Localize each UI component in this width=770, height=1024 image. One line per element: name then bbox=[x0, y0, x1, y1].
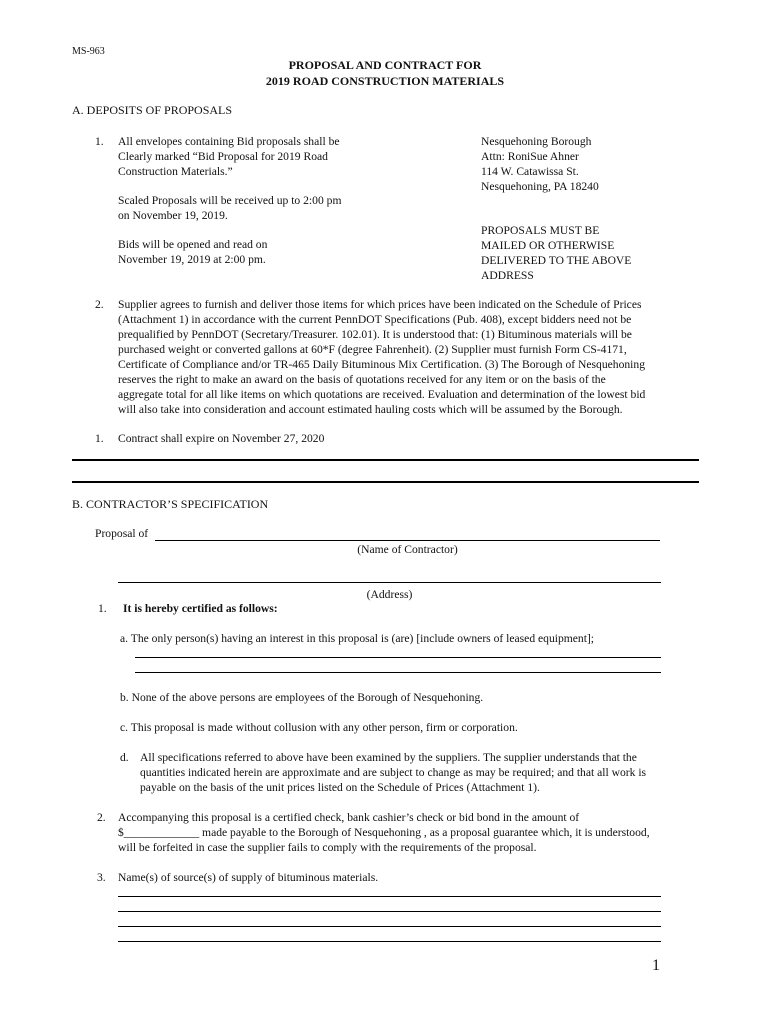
a-opened-line: Bids will be opened and read on bbox=[118, 238, 268, 251]
a-opened-text bbox=[118, 237, 267, 267]
a-sealed-text bbox=[118, 193, 341, 223]
a-item1-text bbox=[118, 134, 340, 179]
notice-line: MAILED OR OTHERWISE bbox=[481, 239, 615, 252]
section-divider-bottom bbox=[72, 481, 699, 483]
mailing-address bbox=[481, 134, 599, 194]
cert-d-line: All specifications referred to above have been examined by the suppliers. The supplier understands that the bbox=[140, 751, 637, 764]
notice-line: PROPOSALS MUST BE bbox=[481, 224, 600, 237]
a-item1-line: Construction Materials.” bbox=[118, 165, 233, 178]
address-line: Attn: RoniSue Ahner bbox=[481, 150, 579, 163]
document-id: MS-963 bbox=[72, 46, 105, 57]
interest-line-1[interactable] bbox=[135, 657, 661, 658]
certification-heading: It is hereby certified as follows: bbox=[123, 602, 278, 615]
guarantee-line: $_____________ made payable to the Borough of Nesquehoning , as a proposal guarantee which, it is understood, bbox=[118, 826, 650, 839]
b-item2-text bbox=[118, 810, 650, 855]
a-item2-line: will also take into consideration and account estimated hauling costs which will be assumed by the Borough. bbox=[118, 403, 623, 416]
notice-line: ADDRESS bbox=[481, 269, 534, 282]
section-a-heading: A. DEPOSITS OF PROPOSALS bbox=[72, 103, 233, 117]
cert-item-b: b. None of the above persons are employees of the Borough of Nesquehoning. bbox=[120, 691, 484, 704]
b-item3-number: 3. bbox=[97, 871, 106, 884]
a-opened-line: November 19, 2019 at 2:00 pm. bbox=[118, 253, 266, 266]
interest-line-2[interactable] bbox=[135, 672, 661, 673]
page-number: 1 bbox=[652, 957, 660, 974]
a-item2-line: prequalified by PennDOT (Secretary/Treasurer. 102.01). It is understood that: (1) Bituminous materials will be bbox=[118, 328, 632, 341]
a-sealed-line: on November 19, 2019. bbox=[118, 209, 228, 222]
section-divider-top bbox=[72, 459, 699, 461]
contractor-address-line[interactable] bbox=[118, 582, 661, 583]
notice-line: DELIVERED TO THE ABOVE bbox=[481, 254, 632, 267]
a-item2-text bbox=[118, 297, 698, 417]
cert-item-d-label: d. bbox=[120, 751, 129, 764]
a-item2-line: Supplier agrees to furnish and deliver those items for which prices have been indicated on the Schedule of Prices bbox=[118, 298, 642, 311]
a-item1-number: 1. bbox=[95, 135, 104, 148]
supply-source-line-1[interactable] bbox=[118, 896, 661, 897]
a-item2-line: Certificate of Compliance and/or TR-465 Daily Bituminous Mix Certification. (3) The Borough of Nesquehoning bbox=[118, 358, 645, 371]
title-line-1: PROPOSAL AND CONTRACT FOR bbox=[288, 58, 482, 72]
supply-source-line-2[interactable] bbox=[118, 911, 661, 912]
a-item2-line: (Attachment 1) in accordance with the current PennDOT Specifications (Pub. 408), except bidders need not be bbox=[118, 313, 632, 326]
contract-expiry: Contract shall expire on November 27, 2020 bbox=[118, 432, 325, 445]
contractor-name-line[interactable] bbox=[155, 540, 660, 541]
a-item1-line: Clearly marked “Bid Proposal for 2019 Road bbox=[118, 150, 328, 163]
guarantee-line: Accompanying this proposal is a certified check, bank cashier’s check or bid bond in the amount of bbox=[118, 811, 580, 824]
a-item2-number: 2. bbox=[95, 298, 104, 311]
cert-item-d-text bbox=[140, 750, 646, 795]
address-line: Nesquehoning Borough bbox=[481, 135, 592, 148]
cert-item-c: c. This proposal is made without collusion with any other person, firm or corporation. bbox=[120, 721, 518, 734]
cert-item-a: a. The only person(s) having an interest in this proposal is (are) [include owners of leased equipment]; bbox=[120, 632, 595, 645]
guarantee-line: will be forfeited in case the supplier fails to comply with the requirements of the proposal. bbox=[118, 841, 537, 854]
name-caption: (Name of Contractor) bbox=[357, 543, 458, 556]
address-line: 114 W. Catawissa St. bbox=[481, 165, 579, 178]
delivery-notice bbox=[481, 223, 631, 283]
address-caption: (Address) bbox=[366, 588, 413, 601]
a-item2-line: aggregate total for all like items on which quotations are received. Evaluation and determination of the lowest bid bbox=[118, 388, 646, 401]
a-item2-line: reserves the right to make an award on the basis of quotations received for any item or on the basis of the bbox=[118, 373, 606, 386]
supply-source-label: Name(s) of source(s) of supply of bituminous materials. bbox=[118, 871, 379, 884]
supply-source-line-4[interactable] bbox=[118, 941, 661, 942]
b-item1-number: 1. bbox=[98, 602, 107, 615]
proposal-of-label: Proposal of bbox=[95, 527, 149, 540]
cert-d-line: payable on the basis of the unit prices listed on the Schedule of Prices (Attachment 1). bbox=[140, 781, 540, 794]
a-item1-line: All envelopes containing Bid proposals shall be bbox=[118, 135, 340, 148]
cert-d-line: quantities indicated herein are approximate and are subject to change as may be required; and that all work is bbox=[140, 766, 647, 779]
a-item3-number: 1. bbox=[95, 432, 104, 445]
title-line-2: 2019 ROAD CONSTRUCTION MATERIALS bbox=[265, 74, 505, 88]
b-item2-number: 2. bbox=[97, 811, 106, 824]
section-b-heading: B. CONTRACTOR’S SPECIFICATION bbox=[72, 497, 269, 511]
a-sealed-line: Scaled Proposals will be received up to 2:00 pm bbox=[118, 194, 342, 207]
a-item2-line: purchased weight or converted gallons at 60*F (degree Fahrenheit). (2) Supplier must furnish Form CS-4171, bbox=[118, 343, 627, 356]
address-line: Nesquehoning, PA 18240 bbox=[481, 180, 599, 193]
supply-source-line-3[interactable] bbox=[118, 926, 661, 927]
